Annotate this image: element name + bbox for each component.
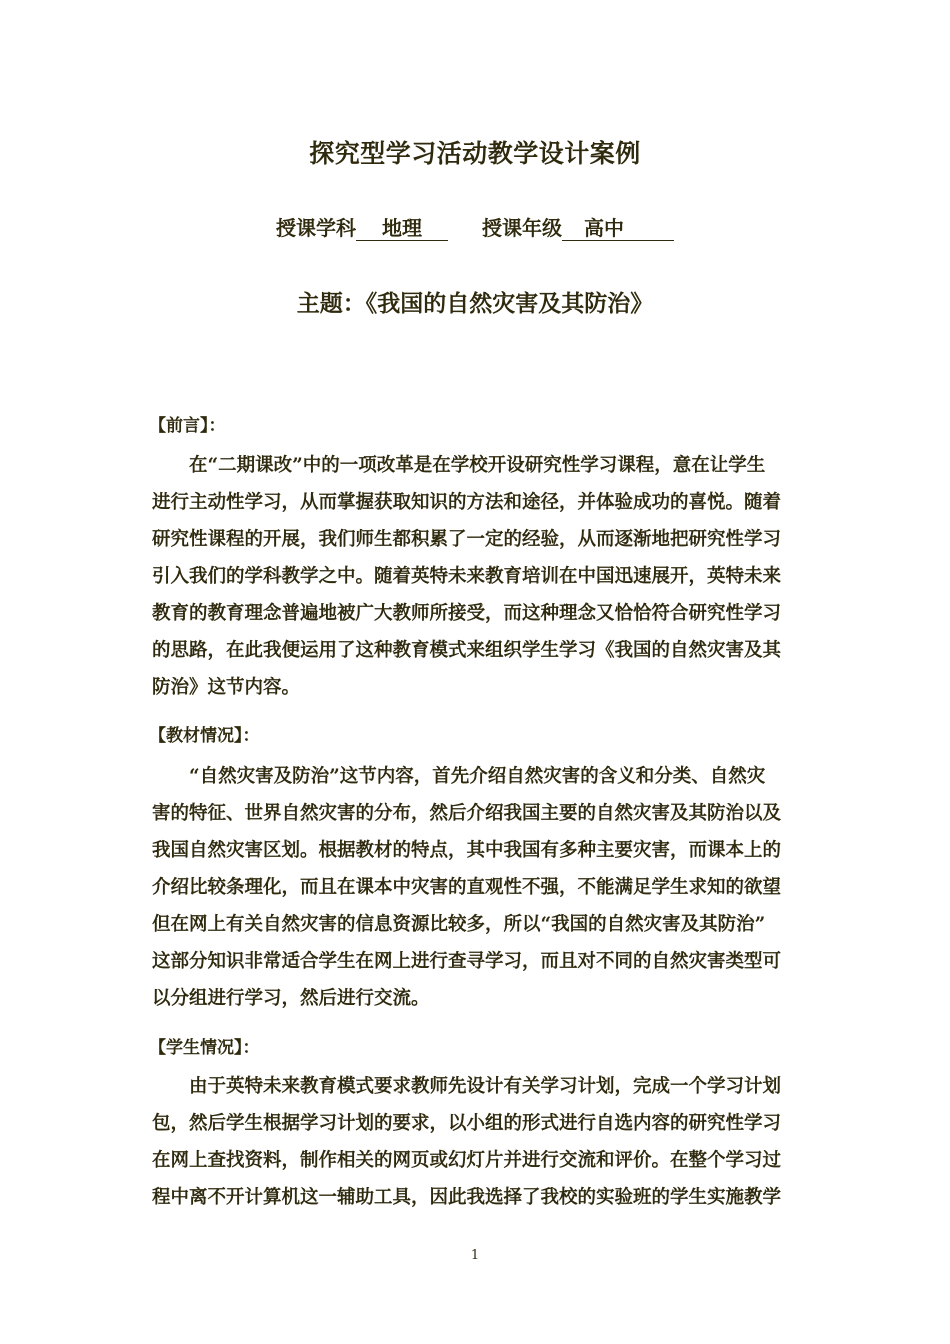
paragraph-line: 在网上查找资料，制作相关的网页或幻灯片并进行交流和评价。在整个学习过 (152, 1150, 782, 1171)
section-heading-textbook: 【教材情况】： (149, 726, 260, 746)
section-body-textbook (152, 758, 812, 1017)
paragraph-line: 以分组进行学习，然后进行交流。 (152, 988, 430, 1009)
paragraph-line: 进行主动性学习，从而掌握获取知识的方法和途径，并体验成功的喜悦。随着 (152, 492, 782, 513)
page-number: 1 (470, 1248, 480, 1263)
paragraph-line: 包，然后学生根据学习计划的要求，以小组的形式进行自选内容的研究性学习 (152, 1113, 782, 1134)
subject-value: 地理 (356, 216, 448, 241)
paragraph-line: 程中离不开计算机这一辅助工具，因此我选择了我校的实验班的学生实施教学 (152, 1187, 782, 1208)
paragraph-line: 的思路，在此我便运用了这种教育模式来组织学生学习《我国的自然灾害及其 (152, 640, 782, 661)
section-heading-students: 【学生情况】： (149, 1038, 260, 1058)
paragraph-line: 但在网上有关自然灾害的信息资源比较多，所以“我国的自然灾害及其防治” (152, 914, 766, 935)
paragraph-line: 由于英特未来教育模式要求教师先设计有关学习计划，完成一个学习计划 (189, 1076, 782, 1097)
document-title: 探究型学习活动教学设计案例 (309, 139, 641, 168)
paragraph-line: 研究性课程的开展，我们师生都积累了一定的经验，从而逐渐地把研究性学习 (152, 529, 782, 550)
section-body-preface (152, 447, 812, 706)
paragraph-line: “自然灾害及防治”这节内容，首先介绍自然灾害的含义和分类、自然灾 (189, 766, 766, 787)
paragraph-line: 我国自然灾害区划。根据教材的特点，其中我国有多种主要灾害，而课本上的 (152, 840, 782, 861)
paragraph-line: 教育的教育理念普遍地被广大教师所接受，而这种理念又恰恰符合研究性学习 (152, 603, 782, 624)
subject-grade-line (0, 212, 950, 241)
grade-label: 授课年级 (482, 216, 562, 240)
paragraph-line: 这部分知识非常适合学生在网上进行查寻学习，而且对不同的自然灾害类型可 (152, 951, 782, 972)
paragraph-line: 防治》这节内容。 (152, 677, 301, 698)
paragraph-line: 介绍比较条理化，而且在课本中灾害的直观性不强，不能满足学生求知的欲望 (152, 877, 782, 898)
theme-heading: 主题：《我国的自然灾害及其防治》 (296, 290, 654, 317)
section-heading-preface: 【前言】： (149, 416, 226, 436)
paragraph-line: 引入我们的学科教学之中。随着英特未来教育培训在中国迅速展开，英特未来 (152, 566, 782, 587)
grade-value: 高中 (562, 216, 674, 241)
paragraph-line: 在“二期课改”中的一项改革是在学校开设研究性学习课程，意在让学生 (189, 455, 766, 476)
paragraph-line: 害的特征、世界自然灾害的分布，然后介绍我国主要的自然灾害及其防治以及 (152, 803, 782, 824)
section-body-students (152, 1068, 812, 1216)
subject-label: 授课学科 (276, 216, 356, 240)
